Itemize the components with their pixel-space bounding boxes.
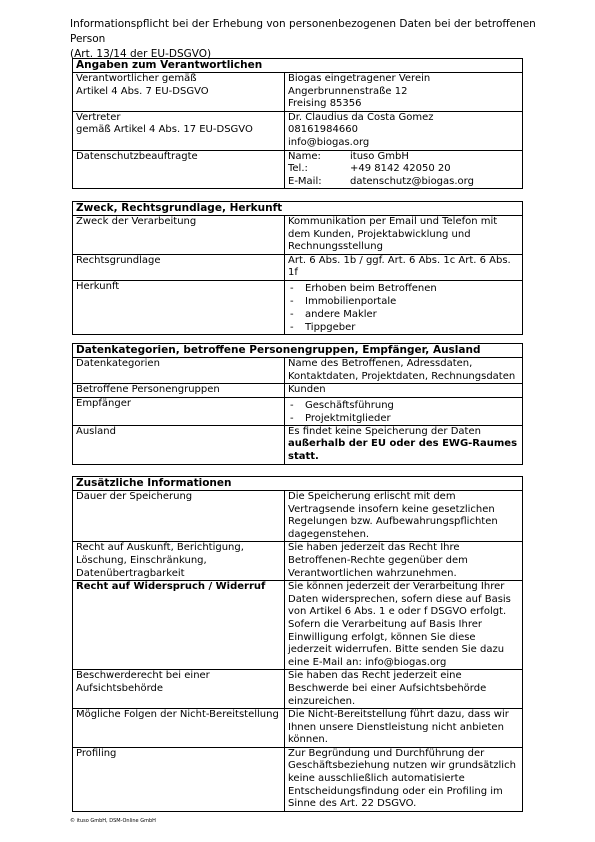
- list-item: - andere Makler: [288, 308, 519, 321]
- row-label: Ausland: [73, 425, 285, 464]
- street: Angerbrunnenstraße 12: [288, 85, 408, 97]
- list-item: - Tippgeber: [288, 321, 519, 334]
- row-value: Kunden: [285, 384, 523, 398]
- section-heading: Angaben zum Verantwortlichen: [73, 59, 523, 73]
- ausland-bold-text: außerhalb der EU oder des EWG-Raumes statt.: [288, 438, 518, 462]
- row-label: Beschwerderecht bei einer Aufsichtsbehörde: [73, 670, 285, 709]
- list-item: - Immobilienportale: [288, 295, 519, 308]
- row-label: Datenkategorien: [73, 358, 285, 384]
- organisation-name: Biogas eingetragener Verein: [288, 73, 431, 84]
- dpo-tel-value: +49 8142 42050 20: [350, 163, 451, 175]
- section-zusaetzliche-informationen: [72, 476, 523, 812]
- row-value: Kommunikation per Email und Telefon mit dem Kunden, Projektabwicklung und Rechnungsstellung: [285, 216, 523, 255]
- section-heading: Datenkategorien, betroffene Personengruppen, Empfänger, Ausland: [73, 344, 523, 358]
- row-value: [285, 150, 523, 189]
- row-value: Sie können jederzeit der Verarbeitung Ihrer Daten widersprechen, sofern diese auf Basis von Artikel 6 Abs. 1 e oder f DSGVO erfolgt. Sofern die Verarbeitung auf Basis Ihrer Einwilligung erfolgt, können Sie diese jederzeit widerrufen. Bitte senden Sie dazu eine E-Mail an: info@biogas.org: [285, 581, 523, 670]
- row-value: [285, 397, 523, 425]
- table-row: [73, 425, 523, 464]
- footer-copyright: © ituso GmbH, DSM-Online GmbH: [70, 818, 156, 824]
- list-item: - Projektmitglieder: [288, 412, 519, 425]
- label-line: Verantwortlicher gemäß: [76, 73, 197, 84]
- row-value: Zur Begründung und Durchführung der Geschäftsbeziehung nutzen wir grundsätzlich keine ausschließlich automatisierte Entscheidungsfindung oder ein Profiling im Sinne des Art. 22 DSGVO.: [285, 747, 523, 811]
- table-row: [73, 150, 523, 189]
- table-row: [73, 216, 523, 255]
- dpo-tel-key: Tel.:: [288, 163, 308, 175]
- row-label: [73, 111, 285, 150]
- row-value: Sie haben das Recht jederzeit eine Beschwerde bei einer Aufsichtsbehörde einzureichen.: [285, 670, 523, 709]
- representative-email: info@biogas.org: [288, 136, 370, 148]
- table-row: [73, 73, 523, 112]
- table-row: [73, 542, 523, 581]
- row-value: [285, 425, 523, 464]
- table-row: [73, 111, 523, 150]
- table-row: [73, 384, 523, 398]
- table-row: [73, 280, 523, 334]
- row-value: [285, 111, 523, 150]
- section-verantwortlicher: [72, 58, 523, 189]
- row-label: Herkunft: [73, 280, 285, 334]
- row-label: Empfänger: [73, 397, 285, 425]
- title-line-1: Informationspflicht bei der Erhebung von personenbezogenen Daten bei der betroffenen Person: [70, 18, 536, 45]
- row-value: [285, 73, 523, 112]
- table-row: [73, 581, 523, 670]
- table-row: [73, 491, 523, 542]
- table-row: [73, 709, 523, 748]
- row-label: Recht auf Widerspruch / Widerruf: [73, 581, 285, 670]
- recipient-list: [288, 399, 519, 425]
- dpo-email-key: E-Mail:: [288, 175, 322, 187]
- row-label: Profiling: [73, 747, 285, 811]
- list-item: - Erhoben beim Betroffenen: [288, 282, 519, 295]
- representative-name: Dr. Claudius da Costa Gomez: [288, 111, 434, 123]
- ausland-text: Es findet keine Speicherung der Daten: [288, 425, 481, 437]
- section-zweck: [72, 201, 523, 335]
- row-value: Die Nicht-Bereitstellung führt dazu, dass wir Ihnen unsere Dienstleistung nicht anbieten können.: [285, 709, 523, 748]
- row-label: Zweck der Verarbeitung: [73, 216, 285, 255]
- row-value: Sie haben jederzeit das Recht Ihre Betroffenen-Rechte gegenüber dem Verantwortlichen wahrzunehmen.: [285, 542, 523, 581]
- section-heading: Zweck, Rechtsgrundlage, Herkunft: [73, 202, 523, 216]
- table-row: [73, 747, 523, 811]
- title-line-2: (Art. 13/14 der EU-DSGVO): [70, 48, 212, 60]
- dpo-name-value: ituso GmbH: [350, 150, 409, 162]
- dpo-email-value: datenschutz@biogas.org: [350, 175, 474, 187]
- representative-phone: 08161984660: [288, 124, 358, 136]
- row-label: Dauer der Speicherung: [73, 491, 285, 542]
- row-value: [285, 280, 523, 334]
- table-row: [73, 254, 523, 280]
- dpo-details: [288, 151, 519, 189]
- row-label: Mögliche Folgen der Nicht-Bereitstellung: [73, 709, 285, 748]
- row-label: [73, 73, 285, 112]
- table-row: [73, 397, 523, 425]
- row-label: Betroffene Personengruppen: [73, 384, 285, 398]
- label-line: Artikel 4 Abs. 7 EU-DSGVO: [76, 85, 209, 97]
- list-item: - Geschäftsführung: [288, 399, 519, 412]
- table-row: [73, 670, 523, 709]
- city: Freising 85356: [288, 98, 362, 110]
- label-line: Vertreter: [76, 111, 121, 123]
- row-label: Recht auf Auskunft, Berichtigung, Löschung, Einschränkung, Datenübertragbarkeit: [73, 542, 285, 581]
- table-row: [73, 358, 523, 384]
- label-line: gemäß Artikel 4 Abs. 17 EU-DSGVO: [76, 124, 253, 136]
- document-title: [70, 17, 550, 62]
- row-value: Die Speicherung erlischt mit dem Vertragsende insofern keine gesetzlichen Regelungen bzw. Aufbewahrungspflichten dagegenstehen.: [285, 491, 523, 542]
- source-list: [288, 282, 519, 334]
- row-label: Rechtsgrundlage: [73, 254, 285, 280]
- row-label: Datenschutzbeauftragte: [73, 150, 285, 189]
- row-value: Name des Betroffenen, Adressdaten, Kontaktdaten, Projektdaten, Rechnungsdaten: [285, 358, 523, 384]
- row-value: Art. 6 Abs. 1b / ggf. Art. 6 Abs. 1c Art. 6 Abs. 1f: [285, 254, 523, 280]
- section-heading: Zusätzliche Informationen: [73, 477, 523, 491]
- dpo-name-key: Name:: [288, 150, 321, 162]
- section-datenkategorien: [72, 343, 523, 465]
